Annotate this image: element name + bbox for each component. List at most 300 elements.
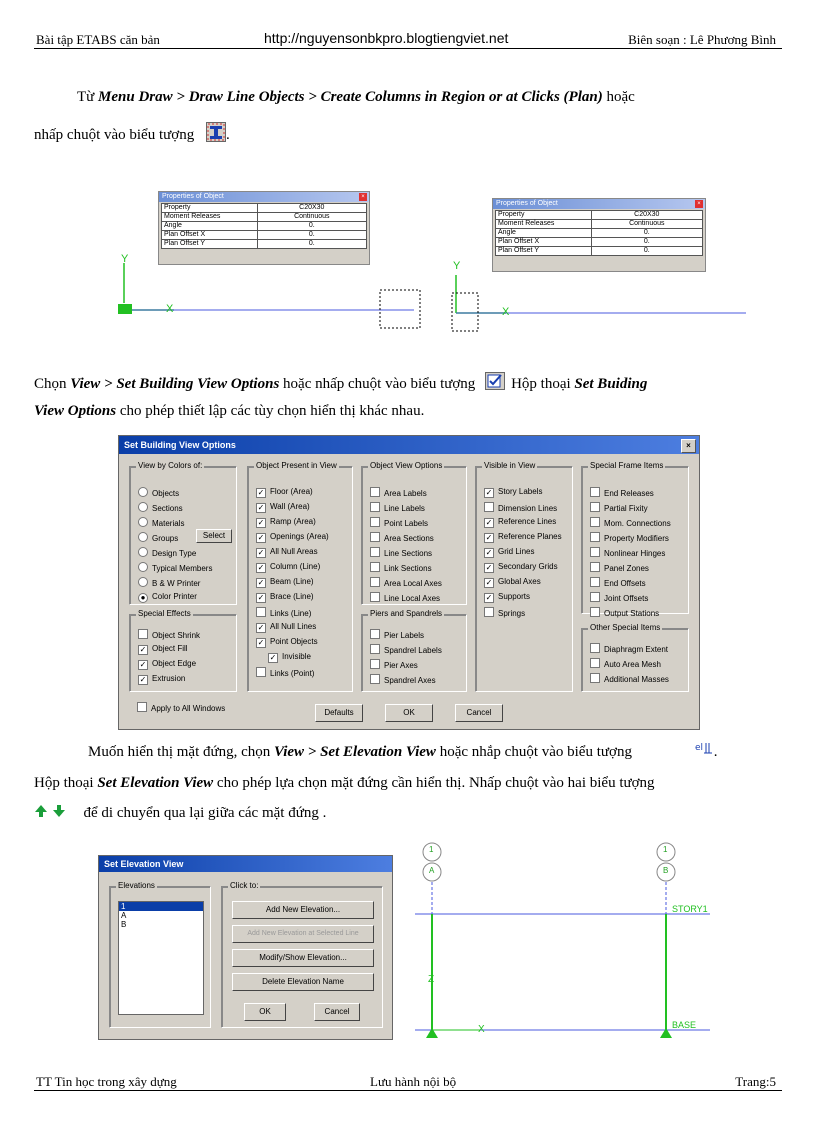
check-spandrel-axes[interactable] [370,674,436,686]
checkbox-checked-icon: ✓ [485,548,493,557]
checkbox-icon [370,487,380,497]
check-output-stations[interactable] [590,607,659,619]
list-item[interactable]: A [121,911,127,920]
option-label: Object Edge [152,659,197,668]
arrow-up-icon[interactable] [34,803,48,825]
group-other-special-items [581,623,689,692]
group-label: Other Special Items [590,623,661,632]
option-label: Reference Lines [498,517,557,526]
bubble-label: B [663,866,669,875]
option-label: Partial Fixity [604,504,648,513]
option-label: Materials [152,519,185,528]
checkbox-icon [370,517,380,527]
check-end-offsets[interactable] [590,577,646,589]
checkbox-icon [590,562,600,572]
defaults-button[interactable]: Defaults [315,704,363,722]
check-line-local-axes[interactable] [370,592,440,604]
dialog-title: Set Elevation View [99,856,392,872]
check-point-labels[interactable] [370,517,428,529]
paragraph-draw-columns-2 [34,122,780,149]
dialog-name: View Options [34,403,117,419]
prop-key: Angle [162,222,258,231]
set-building-view-options-dialog [118,435,700,730]
text: . [225,126,230,143]
check-panel-zones[interactable] [590,562,649,574]
text: cho phép lựa chọn mặt đứng cần hiển thị. Nhấp chuột vào hai biểu tượng [213,775,655,791]
option-label: Spandrel Axes [384,676,436,685]
option-label: Object Fill [152,644,188,653]
radio-materials[interactable] [138,517,184,529]
header-left: Bài tập ETABS căn bản [36,32,160,47]
check-link-sections[interactable] [370,562,432,574]
option-label: Dimension Lines [498,504,558,513]
checkbox-view-icon[interactable] [485,372,505,397]
check-wall[interactable] [256,502,310,513]
checkbox-icon [370,629,380,639]
option-label: Global Axes [498,577,541,586]
check-area-local-axes[interactable] [370,577,442,589]
check-point-objects[interactable] [256,637,318,648]
text: Chọn [34,375,71,392]
prop-key: Plan Offset X [496,238,592,247]
plan-canvas-left [114,185,430,335]
radio-selected-icon: ● [138,593,148,603]
radio-icon [138,577,148,587]
checkbox-icon [484,502,494,512]
checkbox-checked-icon: ✓ [257,593,265,602]
paragraph-elevation-2 [34,772,780,794]
option-label: Object Shrink [152,631,201,640]
group-label: Object View Options [370,461,443,470]
prop-key: Plan Offset Y [162,240,258,249]
radio-icon [138,517,148,527]
check-null-lines[interactable] [256,622,316,633]
check-supports[interactable] [484,592,530,603]
checkbox-checked-icon: ✓ [485,518,493,527]
checkbox-checked-icon: ✓ [269,653,277,662]
option-label: Sections [152,504,183,513]
radio-sections[interactable] [138,502,183,514]
check-end-releases[interactable] [590,487,654,499]
radio-objects[interactable] [138,487,179,499]
checkbox-icon [590,502,600,512]
base-label: BASE [672,1020,697,1030]
option-label: Point Labels [384,519,429,528]
check-diaphragm-extent[interactable] [590,643,668,655]
prop-value[interactable]: 0. [591,238,702,247]
checkbox-checked-icon: ✓ [139,675,147,684]
page-footer [34,1072,782,1091]
header-right: Biên soạn : Lê Phương Bình [628,32,776,47]
x-axis-label: X [166,303,174,315]
check-reference-lines[interactable] [484,517,556,528]
check-apply-all-windows[interactable] [137,702,225,714]
check-nonlinear-hinges[interactable] [590,547,665,559]
checkbox-icon [370,674,380,684]
check-area-sections[interactable] [370,532,434,544]
option-label: Diaphragm Extent [604,645,669,654]
check-story-labels[interactable] [484,487,542,498]
checkbox-checked-icon: ✓ [485,533,493,542]
option-label: Links (Line) [270,609,312,618]
paragraph-building-view [34,372,780,397]
close-icon[interactable]: × [681,439,696,453]
radio-groups[interactable] [138,532,178,544]
checkbox-checked-icon: ✓ [485,578,493,587]
option-label: Line Local Axes [384,594,441,603]
prop-value[interactable]: 0. [591,247,702,256]
option-label: Spandrel Labels [384,646,442,655]
option-label: Ramp (Area) [270,517,316,526]
group-label: Click to: [230,881,259,890]
plan-canvas-right [446,185,750,335]
check-reference-planes[interactable] [484,532,562,543]
paragraph-elevation [34,741,780,764]
checkbox-icon [138,629,148,639]
prop-value[interactable]: 0. [257,222,366,231]
prop-key: Plan Offset X [162,231,258,240]
prop-key: Moment Releases [162,213,258,222]
paragraph-building-view-2 [34,400,780,422]
option-label: Brace (Line) [270,592,314,601]
checkbox-checked-icon: ✓ [485,593,493,602]
text: nhấp chuột vào biểu tượng [34,126,195,143]
radio-bw-printer[interactable] [138,577,200,589]
option-label: Additional Masses [604,675,669,684]
window-title: Properties of Object [162,193,224,200]
option-label: Apply to All Windows [151,704,226,713]
option-label: Nonlinear Hinges [604,549,666,558]
checkbox-icon [256,667,266,677]
radio-typical-members[interactable] [138,562,212,574]
check-beam[interactable] [256,577,314,588]
checkbox-icon [370,547,380,557]
option-label: Story Labels [498,487,543,496]
check-invisible[interactable] [268,652,311,663]
prop-value[interactable]: Continuous [591,220,702,229]
bubble-label: 1 [429,845,434,854]
list-item[interactable]: B [121,920,127,929]
modify-elevation-button[interactable]: Modify/Show Elevation... [232,949,374,967]
cancel-button[interactable]: Cancel [455,704,503,722]
text: Từ [77,89,99,105]
menu-path: Menu Draw > Draw Line Objects > Create Columns in Region or at Clicks (Plan) [98,89,603,105]
elevation-canvas [410,832,718,1044]
radio-color-printer[interactable] [138,592,197,603]
page-number: Trang:5 [735,1074,776,1089]
text: . [713,744,718,760]
option-label: Panel Zones [604,564,649,573]
option-label: Groups [152,534,179,543]
option-label: Springs [498,609,526,618]
checkbox-icon [370,562,380,572]
check-springs[interactable] [484,607,525,619]
menu-path: View > Set Elevation View [274,744,436,760]
check-pier-axes[interactable] [370,659,418,671]
svg-text:el: el [694,743,703,754]
dialog-name: Set Elevation View [97,775,214,791]
radio-icon [138,487,148,497]
bubble-label: A [429,866,435,875]
option-label: Grid Lines [498,547,535,556]
x-axis-label: X [478,1024,485,1035]
option-label: Mom. Connections [604,519,671,528]
group-label: Visible in View [484,461,536,470]
prop-key: Property [162,204,258,213]
option-label: All Null Lines [270,622,317,631]
window-title: Properties of Object [496,200,558,207]
prop-key: Plan Offset Y [496,247,592,256]
check-extrusion[interactable] [138,674,185,685]
checkbox-icon [370,532,380,542]
option-label: Design Type [152,549,197,558]
checkbox-icon [370,577,380,587]
option-label: All Null Areas [270,547,318,556]
close-icon[interactable]: × [359,193,367,201]
checkbox-checked-icon: ✓ [257,518,265,527]
check-line-labels[interactable] [370,502,425,514]
checkbox-checked-icon: ✓ [257,533,265,542]
check-additional-masses[interactable] [590,673,669,685]
close-icon[interactable]: × [695,200,703,208]
group-click-to [221,881,383,1028]
option-label: End Releases [604,489,654,498]
text: Hộp thoại [34,775,98,791]
option-label: Line Labels [384,504,425,513]
y-axis-label: Y [121,253,129,265]
check-grid-lines[interactable] [484,547,534,558]
check-mom-connections[interactable] [590,517,671,529]
group-label: Special Frame Items [590,461,664,470]
prop-key: Property [496,211,592,220]
check-spandrel-labels[interactable] [370,644,442,656]
option-label: Typical Members [152,564,213,573]
menu-path: View > Set Building View Options [70,375,280,392]
group-label: View by Colors of: [138,461,203,470]
column-marker [118,304,132,314]
group-view-by-colors [129,461,237,605]
checkbox-checked-icon: ✓ [257,488,265,497]
prop-key: Angle [496,229,592,238]
story-label: STORY1 [672,904,708,914]
checkbox-icon [590,517,600,527]
elevation-view-drawing [410,832,718,1044]
radio-icon [138,547,148,557]
check-ramp[interactable] [256,517,316,528]
text: hoặc [602,89,635,105]
option-label: Line Sections [384,549,433,558]
arrow-down-icon[interactable] [52,803,66,825]
check-global-axes[interactable] [484,577,541,588]
option-label: Joint Offsets [604,594,649,603]
group-label: Piers and Spandrels [370,609,443,618]
checkbox-checked-icon: ✓ [257,563,265,572]
checkbox-checked-icon: ✓ [257,638,265,647]
header-url[interactable]: http://nguyensonbkpro.blogtiengviet.net [264,30,509,46]
option-label: B & W Printer [152,579,201,588]
create-column-icon[interactable] [206,122,226,149]
selection-box [380,290,420,328]
list-item-selected[interactable]: 1 [119,902,203,911]
group-elevations [109,881,211,1028]
text: Hộp thoại [511,375,575,392]
radio-icon [138,532,148,542]
check-dimension-lines[interactable] [484,502,557,514]
select-button[interactable]: Select [196,529,232,543]
checkbox-icon [590,592,600,602]
check-brace[interactable] [256,592,314,603]
prop-value[interactable]: 0. [257,240,366,249]
check-secondary-grids[interactable] [484,562,558,573]
prop-key: Moment Releases [496,220,592,229]
checkbox-icon [590,532,600,542]
delete-elevation-button[interactable]: Delete Elevation Name [232,973,374,991]
option-label: Point Objects [270,637,318,646]
option-label: Color Printer [152,592,197,601]
footer-center: Lưu hành nội bộ [370,1074,457,1089]
prop-value[interactable]: C20X30 [591,211,702,220]
checkbox-checked-icon: ✓ [485,488,493,497]
checkbox-checked-icon: ✓ [257,503,265,512]
option-label: Auto Area Mesh [604,660,661,669]
check-column[interactable] [256,562,320,573]
checkbox-checked-icon: ✓ [257,548,265,557]
bubble-label: 1 [663,845,668,854]
ok-button[interactable]: OK [244,1003,286,1021]
check-joint-offsets[interactable] [590,592,648,604]
check-null-areas[interactable] [256,547,318,558]
group-object-view-options [361,461,467,605]
prop-value[interactable]: 0. [591,229,702,238]
dialog-name: Set Buiding [574,375,648,392]
group-object-present [247,461,353,692]
option-label: Output Stations [604,609,660,618]
checkbox-icon [370,592,380,602]
text: cho phép thiết lập các tùy chọn hiển thị khác nhau. [116,403,425,419]
z-axis-label: Z [428,974,435,985]
group-label: Elevations [118,881,155,890]
group-visible-in-view [475,461,573,692]
prop-value[interactable]: C20X30 [257,204,366,213]
check-floor[interactable] [256,487,313,498]
set-elevation-view-dialog [98,855,393,1040]
option-label: Extrusion [152,674,186,683]
check-auto-area-mesh[interactable] [590,658,661,670]
text: Muốn hiển thị mặt đứng, chọn [88,744,275,760]
elevations-list[interactable] [118,901,204,1015]
option-label: Beam (Line) [270,577,314,586]
option-label: Pier Axes [384,661,418,670]
check-line-sections[interactable] [370,547,432,559]
y-axis-label: Y [453,260,461,272]
check-object-edge[interactable] [138,659,196,670]
checkbox-icon [370,644,380,654]
check-property-modifiers[interactable] [590,532,669,544]
checkbox-icon [590,547,600,557]
add-elevation-selected-line-button[interactable]: Add New Elevation at Selected Line [232,925,374,943]
text: hoặc nhấp chuột vào biểu tượng [279,375,476,392]
checkbox-icon [137,702,147,712]
check-partial-fixity[interactable] [590,502,648,514]
group-label: Special Effects [138,609,191,618]
checkbox-icon [370,659,380,669]
option-label: Area Sections [384,534,434,543]
option-label: Area Labels [384,489,427,498]
option-label: Supports [498,592,531,601]
option-label: Secondary Grids [498,562,558,571]
option-label: Objects [152,489,180,498]
paragraph-elevation-3 [34,802,780,825]
check-links-line[interactable] [256,607,311,619]
option-label: Invisible [282,652,311,661]
group-label: Object Present in View [256,461,337,470]
elevation-view-icon[interactable] [640,741,714,764]
radio-icon [138,562,148,572]
option-label: Floor (Area) [270,487,313,496]
option-label: Area Local Axes [384,579,442,588]
add-new-elevation-button[interactable]: Add New Elevation... [232,901,374,919]
checkbox-icon [590,673,600,683]
dialog-title: Set Building View Options [124,440,236,450]
column-draw-screenshot-right [446,185,750,335]
option-label: Openings (Area) [270,532,329,541]
text: để di chuyển qua lại giữa các mặt đứng . [83,805,327,821]
check-object-shrink[interactable] [138,629,200,641]
option-label: Property Modifiers [604,534,669,543]
cancel-button[interactable]: Cancel [314,1003,360,1021]
checkbox-checked-icon: ✓ [139,660,147,669]
radio-design-type[interactable] [138,547,196,559]
ok-button[interactable]: OK [385,704,433,722]
column-draw-screenshot-left [114,185,430,335]
checkbox-icon [590,607,600,617]
check-area-labels[interactable] [370,487,427,499]
option-label: Pier Labels [384,631,425,640]
checkbox-checked-icon: ✓ [257,623,265,632]
paragraph-draw-columns [34,86,780,108]
footer-left: TT Tin học trong xây dựng [36,1074,177,1089]
option-label: Link Sections [384,564,432,573]
checkbox-icon [484,607,494,617]
group-piers-spandrels [361,609,467,692]
option-label: Wall (Area) [270,502,310,511]
checkbox-icon [590,487,600,497]
checkbox-icon [590,577,600,587]
checkbox-icon [590,643,600,653]
text: hoặc nhắp chuột vào biểu tượng [435,744,632,760]
radio-icon [138,502,148,512]
checkbox-icon [590,658,600,668]
page-header [34,30,782,49]
prop-value[interactable]: Continuous [257,213,366,222]
checkbox-checked-icon: ✓ [139,645,147,654]
option-label: End Offsets [604,579,646,588]
checkbox-checked-icon: ✓ [257,578,265,587]
group-special-frame-items [581,461,689,618]
option-label: Reference Planes [498,532,562,541]
check-object-fill[interactable] [138,644,188,655]
check-pier-labels[interactable] [370,629,424,641]
prop-value[interactable]: 0. [257,231,366,240]
check-openings[interactable] [256,532,329,543]
checkbox-icon [370,502,380,512]
check-links-point[interactable] [256,667,314,679]
checkbox-icon [256,607,266,617]
group-special-effects [129,609,237,692]
x-axis-label: X [502,306,510,318]
checkbox-checked-icon: ✓ [485,563,493,572]
option-label: Links (Point) [270,669,315,678]
